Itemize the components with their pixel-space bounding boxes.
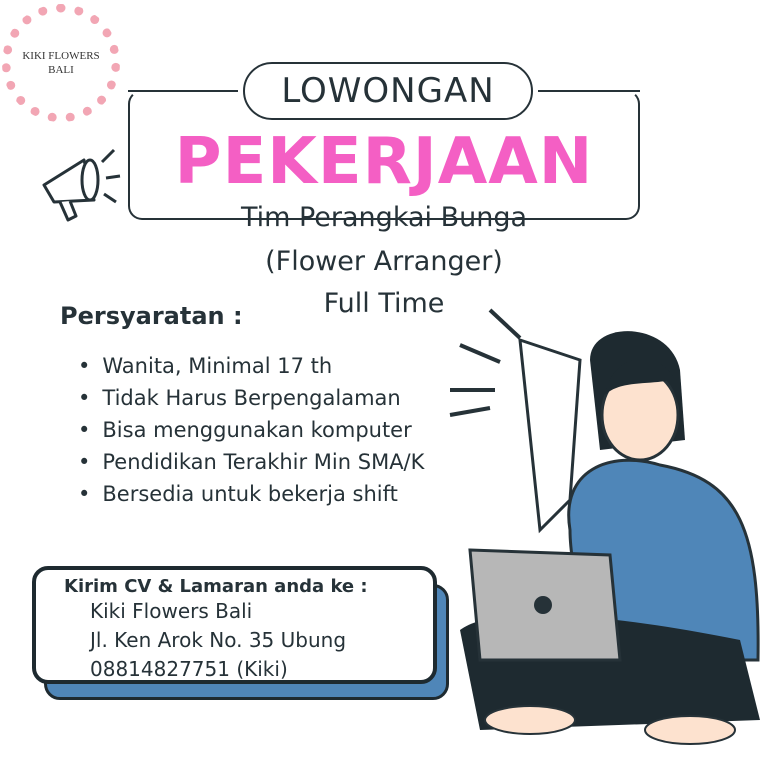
contact-name: Kiki Flowers Bali (90, 599, 253, 623)
frame-line (538, 90, 640, 92)
list-item: • Bersedia untuk bekerja shift (78, 478, 424, 510)
position-subtitle: (Flower Arranger) (265, 246, 503, 277)
list-item: • Tidak Harus Berpengalaman (78, 382, 424, 414)
contact-address: Jl. Ken Arok No. 35 Ubung (90, 628, 347, 652)
logo (2, 4, 120, 122)
list-item: • Wanita, Minimal 17 th (78, 350, 424, 382)
logo-line-2: BALI (48, 64, 74, 76)
frame-line (128, 90, 238, 92)
megaphone-icon (34, 140, 124, 230)
requirements-list (78, 350, 424, 510)
page-title: PEKERJAAN (174, 125, 594, 199)
requirements-heading: Persyaratan : (60, 302, 243, 330)
employment-type: Full Time (323, 288, 445, 319)
woman-with-laptop-illustration (440, 300, 768, 768)
contact-heading: Kirim CV & Lamaran anda ke : (64, 576, 368, 597)
logo-line-1: KIKI FLOWERS (22, 50, 100, 62)
list-item: • Bisa menggunakan komputer (78, 414, 424, 446)
list-item: • Pendidikan Terakhir Min SMA/K (78, 446, 424, 478)
position-title: Tim Perangkai Bunga (240, 202, 528, 233)
contact-box (32, 566, 437, 684)
header-pill: LOWONGAN (243, 62, 533, 120)
contact-phone: 08814827751 (Kiki) (90, 657, 288, 681)
